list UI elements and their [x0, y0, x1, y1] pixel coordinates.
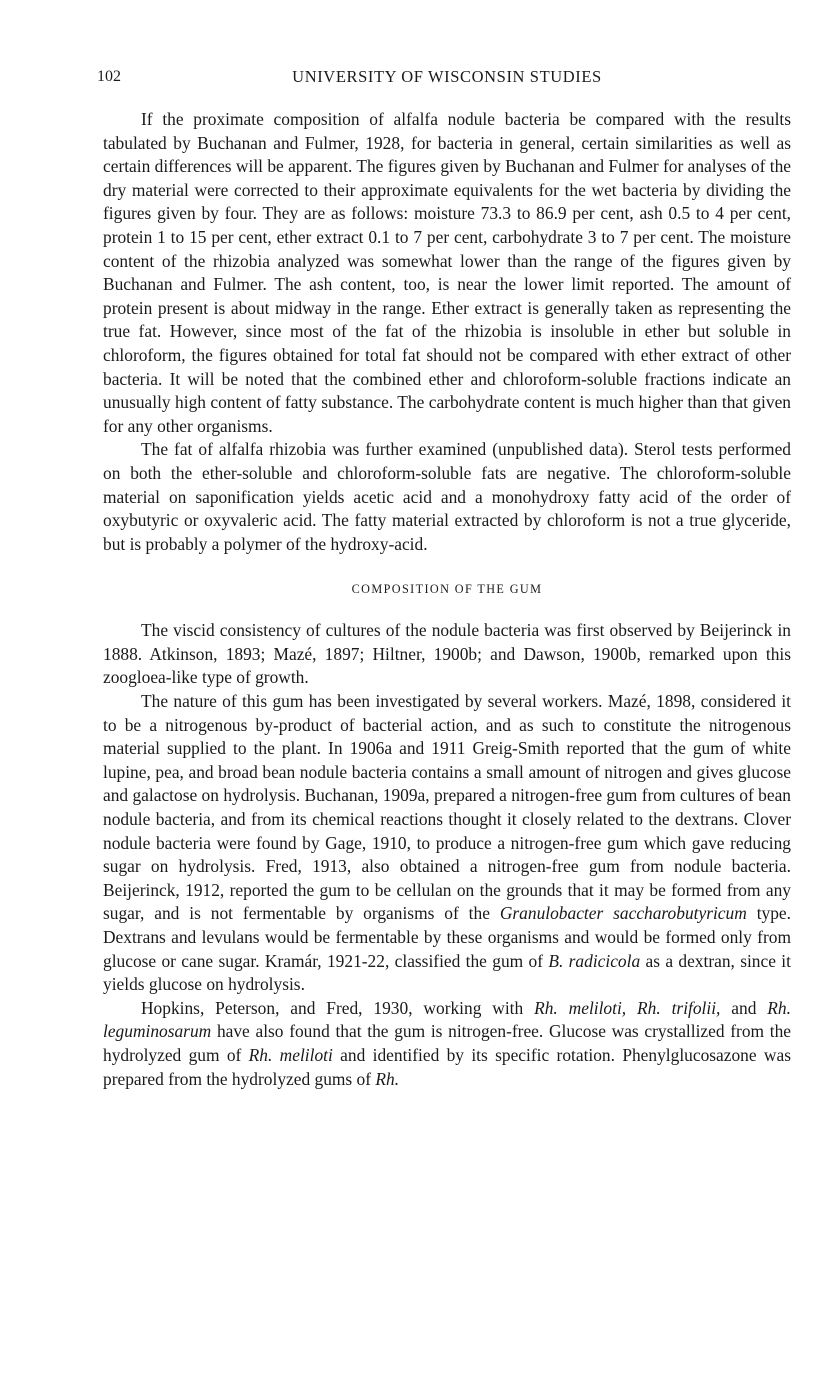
paragraph-viscid-consistency: The viscid consistency of cultures of the nodule bacteria was first observed by Beijerinck in 1888. Atkinson, 1893; Mazé, 1897; Hiltner, 1900b; and Dawson, 1900b, remarked upon this zoogloea-like type of growth. [103, 620, 791, 688]
journal-title: UNIVERSITY OF WISCONSIN STUDIES [292, 67, 602, 86]
text-run: have also found that the gum is nitrogen-free. Glucose was crystallized from the hydrolyzed gum of [103, 1021, 791, 1065]
paragraph-fat-examination: The fat of alfalfa rhizobia was further examined (unpublished data). Sterol tests performed on both the ether-soluble and chloroform-soluble fats are negative. The chloroform-soluble material on saponification yields acetic acid and a monohydroxy fatty acid of the order of oxybutyric or oxyvaleric acid. The fatty material extracted by chloroform is not a true glyceride, but is probably a polymer of the hydroxy-acid. [103, 439, 791, 554]
paragraph-proximate-composition: If the proximate composition of alfalfa nodule bacteria be compared with the results tabulated by Buchanan and Fulmer, 1928, for bacteria in general, certain similarities as well as certain differences will be apparent. The figures given by Buchanan and Fulmer for analyses of the dry material were corrected to their approximate equivalents for the wet bacteria by dividing the figures given by four. They are as follows: moisture 73.3 to 86.9 per cent, ash 0.5 to 4 per cent, protein 1 to 15 per cent, ether extract 0.1 to 7 per cent, carbohydrate 3 to 7 per cent. The moisture content of the rhizobia analyzed was somewhat lower than the range of the figures given by Buchanan and Fulmer. The ash content, too, is near the lower limit reported. The amount of protein present is about midway in the range. Ether extract is generally taken as representing the true fat. However, since most of the fat of the rhizobia is insoluble in ether but soluble in chloroform, the figures obtained for total fat should not be compared with ether extract of other bacteria. It will be noted that the combined ether and chloroform-soluble fractions indicate an unusually high content of fatty substance. The carbohydrate content is much higher than that given for any other organisms. [103, 109, 791, 436]
section-heading: COMPOSITION OF THE GUM [351, 582, 543, 597]
italic-organism-name: Rh. meliloti [248, 1044, 333, 1065]
italic-organism-name: Rh. leguminosarum [103, 997, 791, 1042]
book-page [97, 64, 791, 1091]
page-number: 102 [97, 68, 121, 85]
text-run: and identified by its specific rotation. Phenylglucosazone was prepared from the hydrolyzed gums of [103, 1044, 791, 1089]
italic-organism-name: Granulobacter saccharobutyricum [499, 903, 747, 924]
text-run: as a dextran, since it yields glucose on hydrolysis. [103, 950, 791, 995]
paragraph-hopkins-study [103, 997, 791, 1091]
text-run: Hopkins, Peterson, and Fred, 1930, working with [141, 997, 524, 1018]
paragraph-nature-of-gum [103, 690, 791, 997]
italic-organism-name: B. radicicola [548, 950, 641, 971]
text-run: and [731, 997, 757, 1018]
italic-organism-name: Rh. [375, 1068, 400, 1089]
text-run: The nature of this gum has been investigated by several workers. Mazé, 1898, considered it to be a nitrogenous by-product of bacterial action, and as such to constitute the nitrogenous material supplied to the plant. In 1906a and 1911 Greig-Smith reported that the gum of white lupine, pea, and broad bean nodule bacteria contains a small amount of nitrogen and gives glucose and galactose on hydrolysis. Buchanan, 1909a, prepared a nitrogen-free gum from cultures of bean nodule bacteria, and from its chemical reactions thought it closely related to the dextrans. Clover nodule bacteria were found by Gage, 1910, to produce a nitrogen-free gum which gave reducing sugar on hydrolysis. Fred, 1913, also obtained a nitrogen-free gum from nodule bacteria. Beijerinck, 1912, reported the gum to be cellulan on the grounds that it may be formed from any sugar, and is not fermentable by organisms of the [103, 691, 791, 924]
running-header [97, 64, 791, 94]
italic-organism-name: Rh. meliloti, Rh. trifolii, [534, 997, 721, 1018]
text-run: type. Dextrans and levulans would be fermentable by these organisms and would be formed only from glucose or cane sugar. Kramár, 1921-22, classified the gum of [103, 903, 791, 971]
